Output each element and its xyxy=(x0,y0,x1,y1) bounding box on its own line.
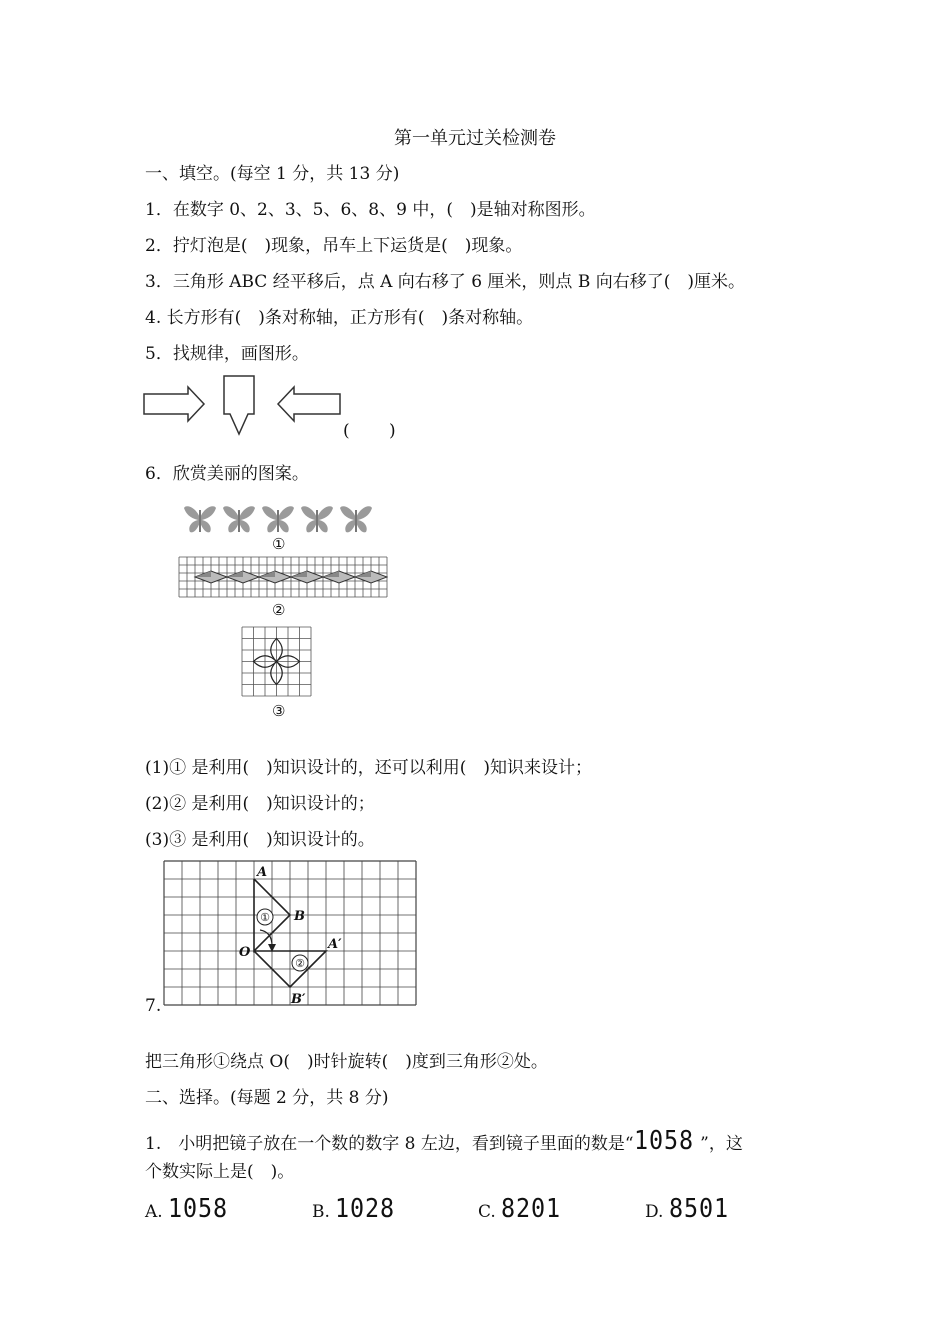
flower-pattern-figure xyxy=(241,626,313,698)
question-2-1: 1. 小明把镜子放在一个数的数字 8 左边，看到镜子里面的数是“1058 ”，这 xyxy=(145,1126,743,1156)
page-title: 第一单元过关检测卷 xyxy=(394,128,556,149)
question-2-1-text: 1. 小明把镜子放在一个数的数字 8 左边，看到镜子里面的数是 xyxy=(145,1134,625,1154)
figure-label-1: ① xyxy=(272,535,286,553)
section-2-heading: 二、选择。(每题 2 分，共 8 分) xyxy=(145,1088,389,1108)
q5-answer-blank: ( ) xyxy=(343,421,396,441)
question-1-6: 6．欣赏美丽的图案。 xyxy=(145,464,309,484)
question-2-1-tail: ，这 xyxy=(708,1134,743,1154)
arrow-down-shape xyxy=(224,376,254,434)
option-d[interactable] xyxy=(645,1196,735,1222)
question-2-1-cont: 个数实际上是( )。 xyxy=(145,1162,295,1182)
arrow-left-shape xyxy=(278,387,340,421)
option-b-value: 1028 xyxy=(335,1194,396,1224)
butterfly-icon xyxy=(184,506,216,532)
triangle-2-label: ② xyxy=(295,957,305,970)
question-6-2: (2)② 是利用( )知识设计的； xyxy=(145,794,375,814)
option-d-letter: D. xyxy=(645,1202,664,1222)
point-b-prime-label: B′ xyxy=(291,992,306,1007)
mirror-number: 1058 xyxy=(633,1126,694,1156)
question-1-4: 4. 长方形有( )条对称轴，正方形有( )条对称轴。 xyxy=(145,308,534,328)
question-1-2: 2．拧灯泡是( )现象，吊车上下运货是( )现象。 xyxy=(145,236,523,256)
arrow-pattern-figure xyxy=(140,372,350,442)
butterfly-icon xyxy=(223,506,255,532)
option-c-letter: C. xyxy=(478,1202,496,1222)
strip-pattern-figure xyxy=(178,556,388,598)
triangle-1-label: ① xyxy=(260,911,270,924)
arrow-right-shape xyxy=(144,387,204,421)
question-1-7: 把三角形①绕点 O( )时针旋转( )度到三角形②处。 xyxy=(145,1052,548,1072)
option-b[interactable] xyxy=(312,1196,402,1222)
point-a-prime-label: A′ xyxy=(328,937,342,952)
figure-label-3: ③ xyxy=(272,702,286,720)
question-6-3: (3)③ 是利用( )知识设计的。 xyxy=(145,830,375,850)
section-1-heading: 一、填空。(每空 1 分，共 13 分) xyxy=(145,164,400,184)
point-a-label: A xyxy=(257,865,268,880)
question-7-number: 7. xyxy=(145,996,162,1016)
option-a-value: 1058 xyxy=(168,1194,229,1224)
point-o-label: O xyxy=(239,945,251,960)
option-a-letter: A. xyxy=(145,1202,163,1222)
butterfly-icon xyxy=(340,506,372,532)
question-1-5: 5．找规律，画图形。 xyxy=(145,344,309,364)
option-b-letter: B. xyxy=(312,1202,330,1222)
rotation-grid-figure xyxy=(160,860,422,1012)
option-a[interactable] xyxy=(145,1196,235,1222)
question-1-1: 1．在数字 0、2、3、5、6、8、9 中，( )是轴对称图形。 xyxy=(145,200,596,220)
butterfly-icon xyxy=(301,506,333,532)
point-b-label: B xyxy=(294,909,305,924)
option-c-value: 8201 xyxy=(501,1194,562,1224)
figure-label-2: ② xyxy=(272,601,286,619)
option-d-value: 8501 xyxy=(668,1194,729,1224)
question-6-1: (1)① 是利用( )知识设计的，还可以利用( )知识来设计； xyxy=(145,758,593,778)
option-c[interactable] xyxy=(478,1196,568,1222)
question-1-3: 3．三角形 ABC 经平移后，点 A 向右移了 6 厘米，则点 B 向右移了( )厘米。 xyxy=(145,272,745,292)
butterfly-icon xyxy=(262,506,294,532)
butterfly-row-figure xyxy=(180,502,380,534)
